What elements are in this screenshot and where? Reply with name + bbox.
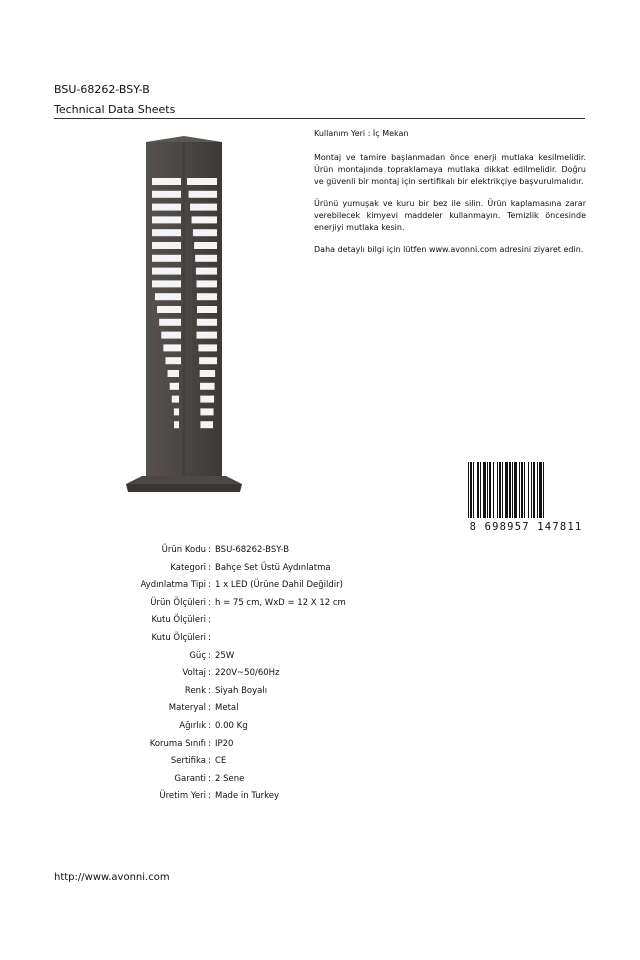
light-slat (200, 408, 213, 415)
spec-separator: : (208, 791, 211, 802)
barcode-bar (502, 462, 503, 518)
installation-note: Montaj ve tamire başlanmadan önce enerji mutlaka kesilmelidir. Ürün montajında topraklamaya mutlaka dikkat edilmelidir. Doğru ve güvenli bir montaj için sertifikalı bir elektrikçiye başvurulmalıdır. (314, 153, 586, 186)
light-slat (187, 178, 217, 185)
spec-row (0, 703, 640, 717)
barcode-bar (493, 462, 494, 518)
light-slat (200, 396, 214, 403)
spec-separator: : (208, 650, 211, 661)
light-slat (152, 229, 181, 236)
light-slat (174, 421, 179, 428)
spec-separator: : (208, 668, 211, 679)
spec-value: Siyah Boyalı (215, 685, 268, 696)
light-slat (200, 370, 215, 377)
barcode-bar (487, 462, 488, 518)
spec-label: Ürün Ölçüleri (150, 597, 206, 608)
spec-label: Aydınlatma Tipi (140, 580, 206, 591)
spec-label: Sertifika (170, 756, 206, 767)
spec-label: Ağırlık (179, 721, 206, 731)
spec-row (0, 545, 640, 559)
barcode-bar (537, 462, 538, 518)
spec-label: Garanti (174, 773, 206, 784)
light-slat (168, 370, 179, 377)
light-slat (196, 332, 217, 339)
spec-label: Renk (184, 685, 206, 696)
cleaning-note: Ürünü yumuşak ve kuru bir bez ile silin. Ürün kaplamasına zarar verebilecek kimyevi maddeler kullanmayın. Temizlik öncesinde enerjiyi mutlaka kesin. (314, 199, 586, 232)
light-slat (157, 306, 181, 313)
barcode-bar (509, 462, 511, 518)
light-slat (199, 357, 217, 364)
spec-label: Ürün Kodu (161, 545, 206, 555)
barcode-bar (528, 462, 529, 518)
barcode-bar (533, 462, 535, 518)
product-base (126, 484, 242, 492)
light-slat (159, 319, 181, 326)
light-slat (193, 229, 217, 236)
spec-row (0, 756, 640, 770)
barcode-bar (473, 462, 474, 518)
spec-value: 25W (215, 650, 235, 661)
spec-separator: : (208, 685, 211, 696)
barcode-bar (499, 462, 501, 518)
light-slat (194, 242, 217, 249)
barcode-bar (543, 462, 544, 518)
barcode-bar (524, 462, 525, 518)
spec-value: 0.00 Kg (215, 721, 248, 731)
light-slat (170, 383, 179, 390)
barcode (466, 462, 586, 532)
spec-separator: : (208, 580, 211, 591)
light-slat (152, 242, 181, 249)
document-subtitle: Technical Data Sheets (54, 103, 176, 116)
description-block (314, 128, 586, 266)
barcode-bar (468, 462, 469, 518)
spec-label: Koruma Sınıfı (149, 738, 206, 749)
spec-label: Üretim Yeri (159, 791, 206, 802)
light-slat (189, 191, 217, 198)
header-divider (54, 118, 585, 119)
website-note: Daha detaylı bilgi için lütfen www.avonni.com adresini ziyaret edin. (314, 245, 584, 254)
light-slat (198, 344, 217, 351)
spec-value: Metal (215, 703, 239, 714)
light-slat (195, 255, 217, 262)
barcode-bar (521, 462, 523, 518)
spec-value: Bahçe Set Üstü Aydınlatma (215, 562, 331, 573)
barcode-bar (483, 462, 486, 518)
spec-separator: : (208, 773, 211, 784)
light-slat (152, 216, 181, 223)
spec-row (0, 791, 640, 805)
light-slat (200, 383, 215, 390)
barcode-bars (468, 462, 544, 518)
spec-label: Güç (189, 650, 206, 661)
spec-value: 1 x LED (Ürüne Dahil Değildir) (215, 580, 343, 591)
spec-row (0, 739, 640, 753)
spec-separator: : (208, 545, 211, 555)
light-slat (161, 332, 181, 339)
light-slat (152, 204, 181, 211)
spec-label: Kutu Ölçüleri (151, 633, 206, 643)
spec-separator: : (208, 756, 211, 767)
spec-separator: : (208, 721, 211, 731)
barcode-digits: 8 698957 147811 (469, 521, 583, 532)
spec-separator: : (208, 615, 211, 626)
product-column-top (146, 136, 222, 142)
spec-value: 220V~50/60Hz (215, 668, 280, 679)
light-slat (196, 268, 217, 275)
product-code-header: BSU-68262-BSY-B (54, 83, 150, 96)
spec-value: h = 75 cm, WxD = 12 X 12 cm (215, 597, 346, 608)
light-slat (197, 306, 217, 313)
barcode-bar (514, 462, 517, 518)
barcode-bar (512, 462, 513, 518)
light-slat (200, 421, 213, 428)
light-slat (152, 268, 181, 275)
spec-separator: : (208, 738, 211, 749)
spec-label: Materyal (168, 703, 206, 714)
barcode-bar (477, 462, 479, 518)
barcode-bar (505, 462, 508, 518)
spec-row (0, 580, 640, 594)
spec-row (0, 651, 640, 665)
spec-separator: : (208, 597, 211, 608)
light-slat (152, 191, 181, 198)
spec-row (0, 774, 640, 788)
spec-row (0, 721, 640, 735)
spec-separator: : (208, 562, 211, 573)
light-slat (165, 357, 181, 364)
spec-value: 2 Sene (215, 773, 245, 784)
footer-website-link[interactable]: http://www.avonni.com (54, 872, 170, 883)
spec-row (0, 686, 640, 700)
spec-label: Voltaj (182, 668, 206, 679)
spec-separator: : (208, 633, 211, 643)
light-slat (152, 255, 181, 262)
light-slat (190, 204, 217, 211)
spec-row (0, 598, 640, 612)
spec-separator: : (208, 703, 211, 714)
spec-value: Made in Turkey (215, 791, 279, 802)
barcode-bar (480, 462, 481, 518)
light-slat (197, 319, 217, 326)
light-slat (172, 396, 179, 403)
barcode-bar (531, 462, 532, 518)
light-slat (192, 216, 217, 223)
light-slat (152, 280, 181, 287)
light-slat (197, 280, 217, 287)
light-slat (152, 178, 181, 185)
spec-row (0, 563, 640, 577)
light-slat (174, 408, 179, 415)
barcode-bar (497, 462, 498, 518)
barcode-bar (489, 462, 491, 518)
spec-label: Kutu Ölçüleri (151, 615, 206, 626)
barcode-bar (539, 462, 542, 518)
product-base-top (126, 476, 242, 484)
spec-row (0, 668, 640, 682)
product-image (122, 136, 246, 500)
spec-value: BSU-68262-BSY-B (215, 545, 290, 555)
barcode-bar (519, 462, 520, 518)
spec-value: CE (215, 756, 227, 767)
light-slat (155, 293, 181, 300)
spec-row (0, 633, 640, 647)
usage-location: Kullanım Yeri : İç Mekan (314, 129, 409, 138)
spec-value: IP20 (215, 738, 234, 749)
light-slat (197, 293, 217, 300)
spec-row (0, 615, 640, 629)
light-slat (163, 344, 181, 351)
barcode-bar (470, 462, 472, 518)
spec-label: Kategori (170, 562, 206, 573)
